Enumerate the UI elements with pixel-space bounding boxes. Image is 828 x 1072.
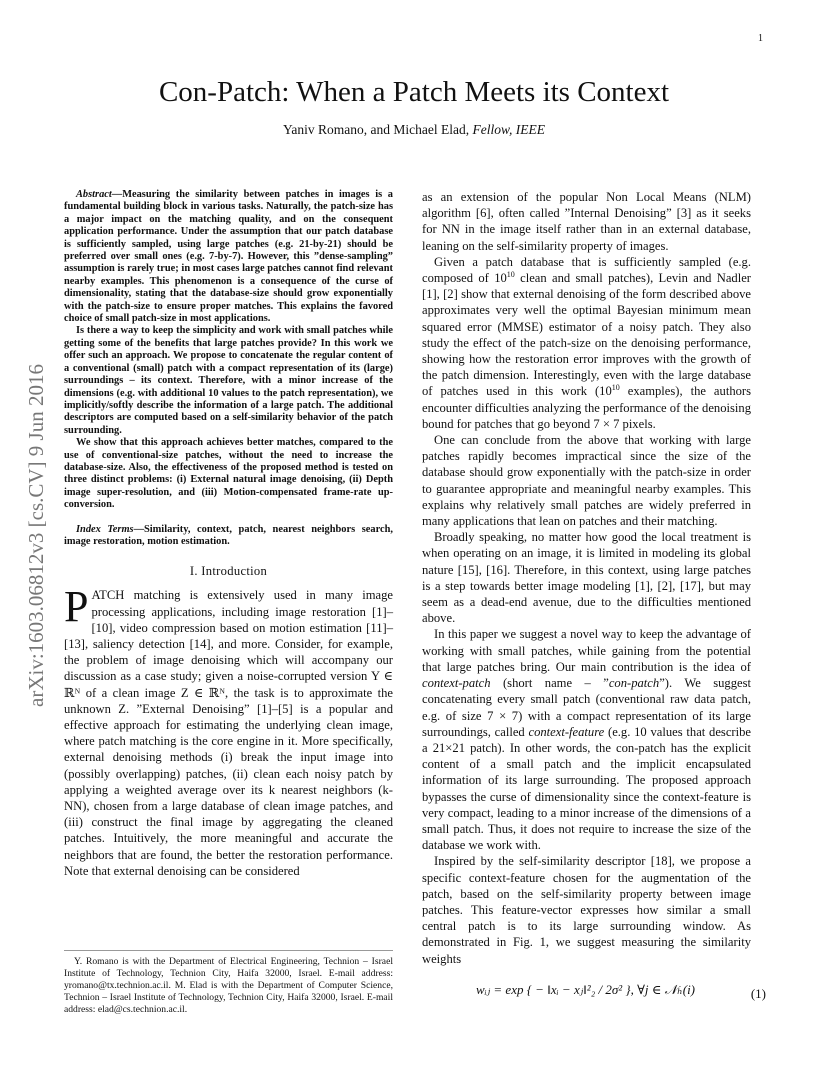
equation-body: wᵢⱼ = exp { − ‖xᵢ − xⱼ‖²₂ / 2σ² }, ∀j ∈ 𝒩ₕ(i)	[476, 982, 696, 997]
authors-text: Yaniv Romano, and Michael Elad, Fellow, IEEE	[283, 122, 545, 137]
arxiv-stamp: arXiv:1603.06812v3 [cs.CV] 9 Jun 2016	[23, 363, 48, 707]
page-number: 1	[758, 33, 763, 44]
abstract	[64, 189, 393, 548]
equation-1	[422, 976, 766, 1012]
right-column	[422, 189, 751, 967]
right-paragraph-1: as an extension of the popular Non Local Means (NLM) algorithm [6], often called ”Internal Denoising” [3] as it seeks for NN in the image itself rather than in an external database, leaning on the self-similarity property of images.	[422, 190, 751, 253]
section-introduction-title: I. Introduction	[189, 564, 268, 579]
abstract-paragraph-2: Is there a way to keep the simplicity and work with small patches while getting some of the benefits that large patches provide? In this work we offer such an approach. We propose to concatenate the regular content of a conventional (small) patch with a compact representation of its (large) surroundings – its context. Therefore, with a minor increase of the dimensions (e.g. with additional 10 values to the patch representation), we implicitly/softly describe the information of a large patch. The additional descriptors are computed based on a self-similarity behavior of the patch surrounding.	[64, 325, 393, 436]
index-terms: Index Terms—Similarity, context, patch, nearest neighbors search, image restoration, motion estimation.	[64, 523, 393, 547]
dropcap: P	[64, 582, 89, 632]
equation-number: (1)	[750, 986, 766, 1001]
intro-paragraph-1: PATCH matching is extensively used in many image processing applications, including image restoration [1]–[10], video compression based on motion estimation [11]–[13], saliency detection [14], and more. Consider, for example, the problem of image denoising which will accompany our discussion as a case study; given a noise-corrupted version Y ∈ ℝᴺ of a clean image Z ∈ ℝᴺ, the task is to approximate the unknown Z. ”External Denoising” [1]–[5] is a popular and effective approach for estimating the underlying clean image, where patch matching is the core engine in it. More specifically, external denoising methods (i) break the input image into (possibly overlapping) patches, (ii) clean each noisy patch by applying a weighted average over its k nearest neighbors (k-NN), chosen from a large database of clean image patches, and (iii) construct the final image by aggregating the cleaned patches. Intuitively, the more meaningful and accurate the neighbors that are found, the better the restoration performance. Note that external denoising can be considered	[64, 582, 393, 878]
paper-authors	[0, 122, 828, 138]
abstract-label: Abstract	[76, 189, 112, 200]
arxiv-stamp-container	[22, 300, 50, 770]
right-paragraph-4: Broadly speaking, no matter how good the local treatment is when operating on an image, it is limited in modeling its global nature [15], [16]. Therefore, in this context, using large patches is a step towards better image modeling [1], [2], [17], but may seem as a dead-end avenue, due to the difficulties mentioned above.	[422, 530, 751, 626]
right-paragraph-3: One can conclude from the above that working with large patches rapidly becomes impractical since the size of the database should grow exponentially with the patch-size in order to guarantee appropriate and meaningful nearby examples. This explains why relatively small patches are widely preferred in many applications that lean on patches and their matching.	[422, 433, 751, 529]
abstract-paragraph-3: We show that this approach achieves better matches, compared to the use of conventional-size patches, without the need to increase the database-size. Also, the effectiveness of the proposed method is tested on three distinct problems: (i) External natural image denoising, (ii) Depth image super-resolution, and (iii) Motion-compensated frame-rate up-conversion.	[64, 437, 393, 511]
index-terms-label: Index Terms	[76, 523, 134, 535]
footnote-affiliations: Y. Romano is with the Department of Electrical Engineering, Technion – Israel Institute of Technology, Technion City, Haifa 32000, Israel. E-mail address: yromano@tx.technion.ac.il. M. Elad is with the Department of Computer Science, Technion – Israel Institute of Technology, Technion City, Haifa 32000, Israel. E-mail address: elad@cs.technion.ac.il.	[64, 950, 393, 1016]
left-column	[64, 189, 393, 879]
right-paragraph-6: Inspired by the self-similarity descriptor [18], we propose a specific context-feature chosen for the augmentation of the patch, based on the self-similarity property between image patches. This feature-vector expresses how similar a small central patch is to its large surrounding window. As demonstrated in Fig. 1, we suggest measuring the similarity weights	[422, 854, 751, 966]
paper-title: Con-Patch: When a Patch Meets its Context	[158, 76, 670, 108]
abstract-paragraph-1: Abstract—Measuring the similarity between patches in images is a fundamental building block in various tasks. Naturally, the patch-size has a major impact on the matching quality, and on the consequent application performance. Under the assumption that our patch database is sufficiently sampled, using large patches (e.g. 21-by-21) should be preferred over small ones (e.g. 7-by-7). However, this ”dense-sampling” assumption is rarely true; in most cases large patches cannot find relevant nearby examples. This phenomenon is a consequence of the curse of dimensionality, stating that the database-size should grow exponentially with the patch-size to ensure proper matches. This explains the favored choice of small patch-size in most applications.	[64, 189, 393, 325]
right-paragraph-2: Given a patch database that is sufficiently sampled (e.g. composed of $10^{10}$ clean and small patches), Levin and Nadler [1], [2] show that external denoising of the form described above approximates very well the optimal Bayesian minimum mean squared error (MMSE) estimator of a noisy patch. They also study the effect of the patch-size on the denoising performance, showing how the restoration error improves with the growth of the patch dimension. Interestingly, even with the large database of patches used in this work ($10^{10}$ examples), the authors encounter difficulties analyzing the performance of the denoising bound for patches that go beyond 7 × 7 pixels.	[422, 254, 752, 431]
right-paragraph-5: In this paper we suggest a novel way to keep the advantage of working with small patches, while gaining from the potential that large patches bring. Our main contribution is the idea of context-patch (short name – ”con-patch”). We suggest concatenating every small patch (conventional raw data patch, e.g. of size 7 × 7) with a compact representation of its large surroundings, called context-feature (e.g. 10 values that describe a 21×21 patch). In other words, the con-patch has the explicit content of a small patch and the implicit encapsulated information of its large surrounding. The proposed approach bypasses the curse of dimensionality since the context-feature is very compact, leading to a minor increase of the dimensions of a small patch. Thus, it does not require to increase the size of the database we work with.	[422, 627, 752, 853]
